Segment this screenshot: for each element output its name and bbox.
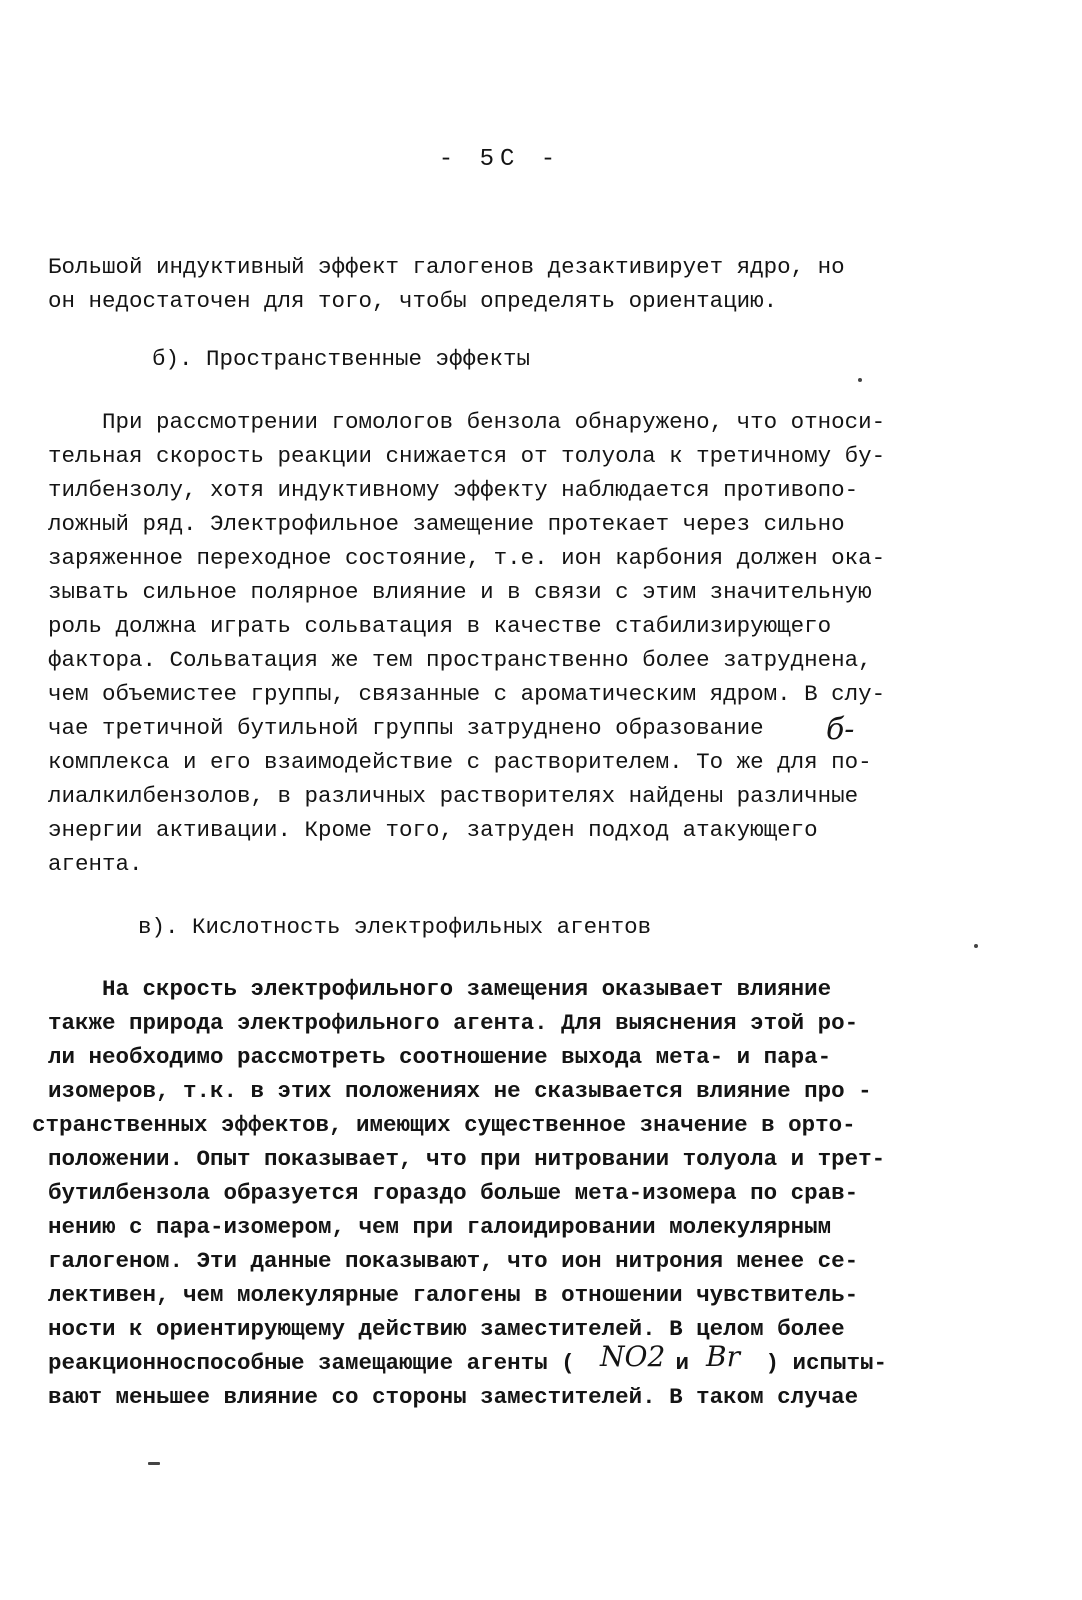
paragraph-3-line-5: странственных эффектов, имеющих существенное значение в орто-	[32, 1112, 856, 1138]
paragraph-2-line-11: комплекса и его взаимодействие с растворителем. То же для по-	[48, 749, 872, 775]
page-number: - 5С -	[438, 146, 562, 173]
paragraph-1-line-2: он недостаточен для того, чтобы определять ориентацию.	[48, 288, 778, 314]
nitronium-handwritten: NO2	[600, 1340, 666, 1373]
paragraph-2-line-12: лиалкилбензолов, в различных растворителях найдены различные	[48, 783, 859, 809]
bromonium-handwritten: Br	[706, 1340, 740, 1373]
agents-and: и	[662, 1350, 703, 1376]
paragraph-3-line-4: изомеров, т.к. в этих положениях не сказывается влияние про -	[48, 1078, 872, 1104]
paragraph-3-line-11: ности к ориентирующему действию заместителей. В целом более	[48, 1316, 845, 1342]
paragraph-2-line-14: агента.	[48, 851, 143, 877]
paragraph-3-line-12: реакционноспособные замещающие агенты (	[48, 1350, 575, 1376]
section-heading-b: б). Пространственные эффекты	[152, 346, 531, 372]
paragraph-3-line-1: На скрость электрофильного замещения оказывает влияние	[48, 976, 832, 1002]
paragraph-3-line-13: вают меньшее влияние со стороны заместителей. В таком случае	[48, 1384, 859, 1410]
paragraph-3-line-6: положении. Опыт показывает, что при нитровании толуола и трет-	[48, 1146, 886, 1172]
paragraph-2-line-8: фактора. Сольватация же тем пространственно более затруднена,	[48, 647, 872, 673]
section-heading-c: в). Кислотность электрофильных агентов	[138, 914, 652, 940]
paragraph-3-line-9: галогеном. Эти данные показывают, что ион нитрония менее се-	[48, 1248, 859, 1274]
paragraph-2-line-2: тельная скорость реакции снижается от толуола к третичному бу-	[48, 443, 886, 469]
agents-tail: ) испыты-	[752, 1350, 888, 1376]
sigma-handwritten-mark: б-	[826, 712, 855, 747]
paragraph-2-line-4: ложный ряд. Электрофильное замещение протекает через сильно	[48, 511, 845, 537]
paragraph-2-line-10: чае третичной бутильной группы затруднено образование	[48, 715, 764, 741]
scan-speck	[974, 944, 978, 948]
paragraph-3-line-10: лективен, чем молекулярные галогены в отношении чувствитель-	[48, 1282, 859, 1308]
paragraph-1-line-1: Большой индуктивный эффект галогенов дезактивирует ядро, но	[48, 254, 845, 280]
paragraph-2-line-1: При рассмотрении гомологов бензола обнаружено, что относи-	[48, 409, 886, 435]
paragraph-2-line-9: чем объемистее группы, связанные с ароматическим ядром. В слу-	[48, 681, 886, 707]
paragraph-2-line-5: заряженное переходное состояние, т.е. ион карбония должен ока-	[48, 545, 886, 571]
paragraph-2-line-6: зывать сильное полярное влияние и в связи с этим значительную	[48, 579, 872, 605]
paragraph-3-line-8: нению с пара-изомером, чем при галоидировании молекулярным	[48, 1214, 832, 1240]
paragraph-3-line-7: бутилбензола образуется гораздо больше мета-изомера по срав-	[48, 1180, 859, 1206]
paragraph-2-line-3: тилбензолу, хотя индуктивному эффекту наблюдается противопо-	[48, 477, 859, 503]
paragraph-2-line-13: энергии активации. Кроме того, затруден подход атакующего	[48, 817, 818, 843]
paragraph-3-line-2: также природа электрофильного агента. Для выяснения этой ро-	[48, 1010, 859, 1036]
paragraph-2-line-7: роль должна играть сольватация в качестве стабилизирующего	[48, 613, 832, 639]
scan-speck	[858, 378, 862, 382]
scan-speck	[148, 1462, 160, 1465]
paragraph-3-line-3: ли необходимо рассмотреть соотношение выхода мета- и пара-	[48, 1044, 832, 1070]
